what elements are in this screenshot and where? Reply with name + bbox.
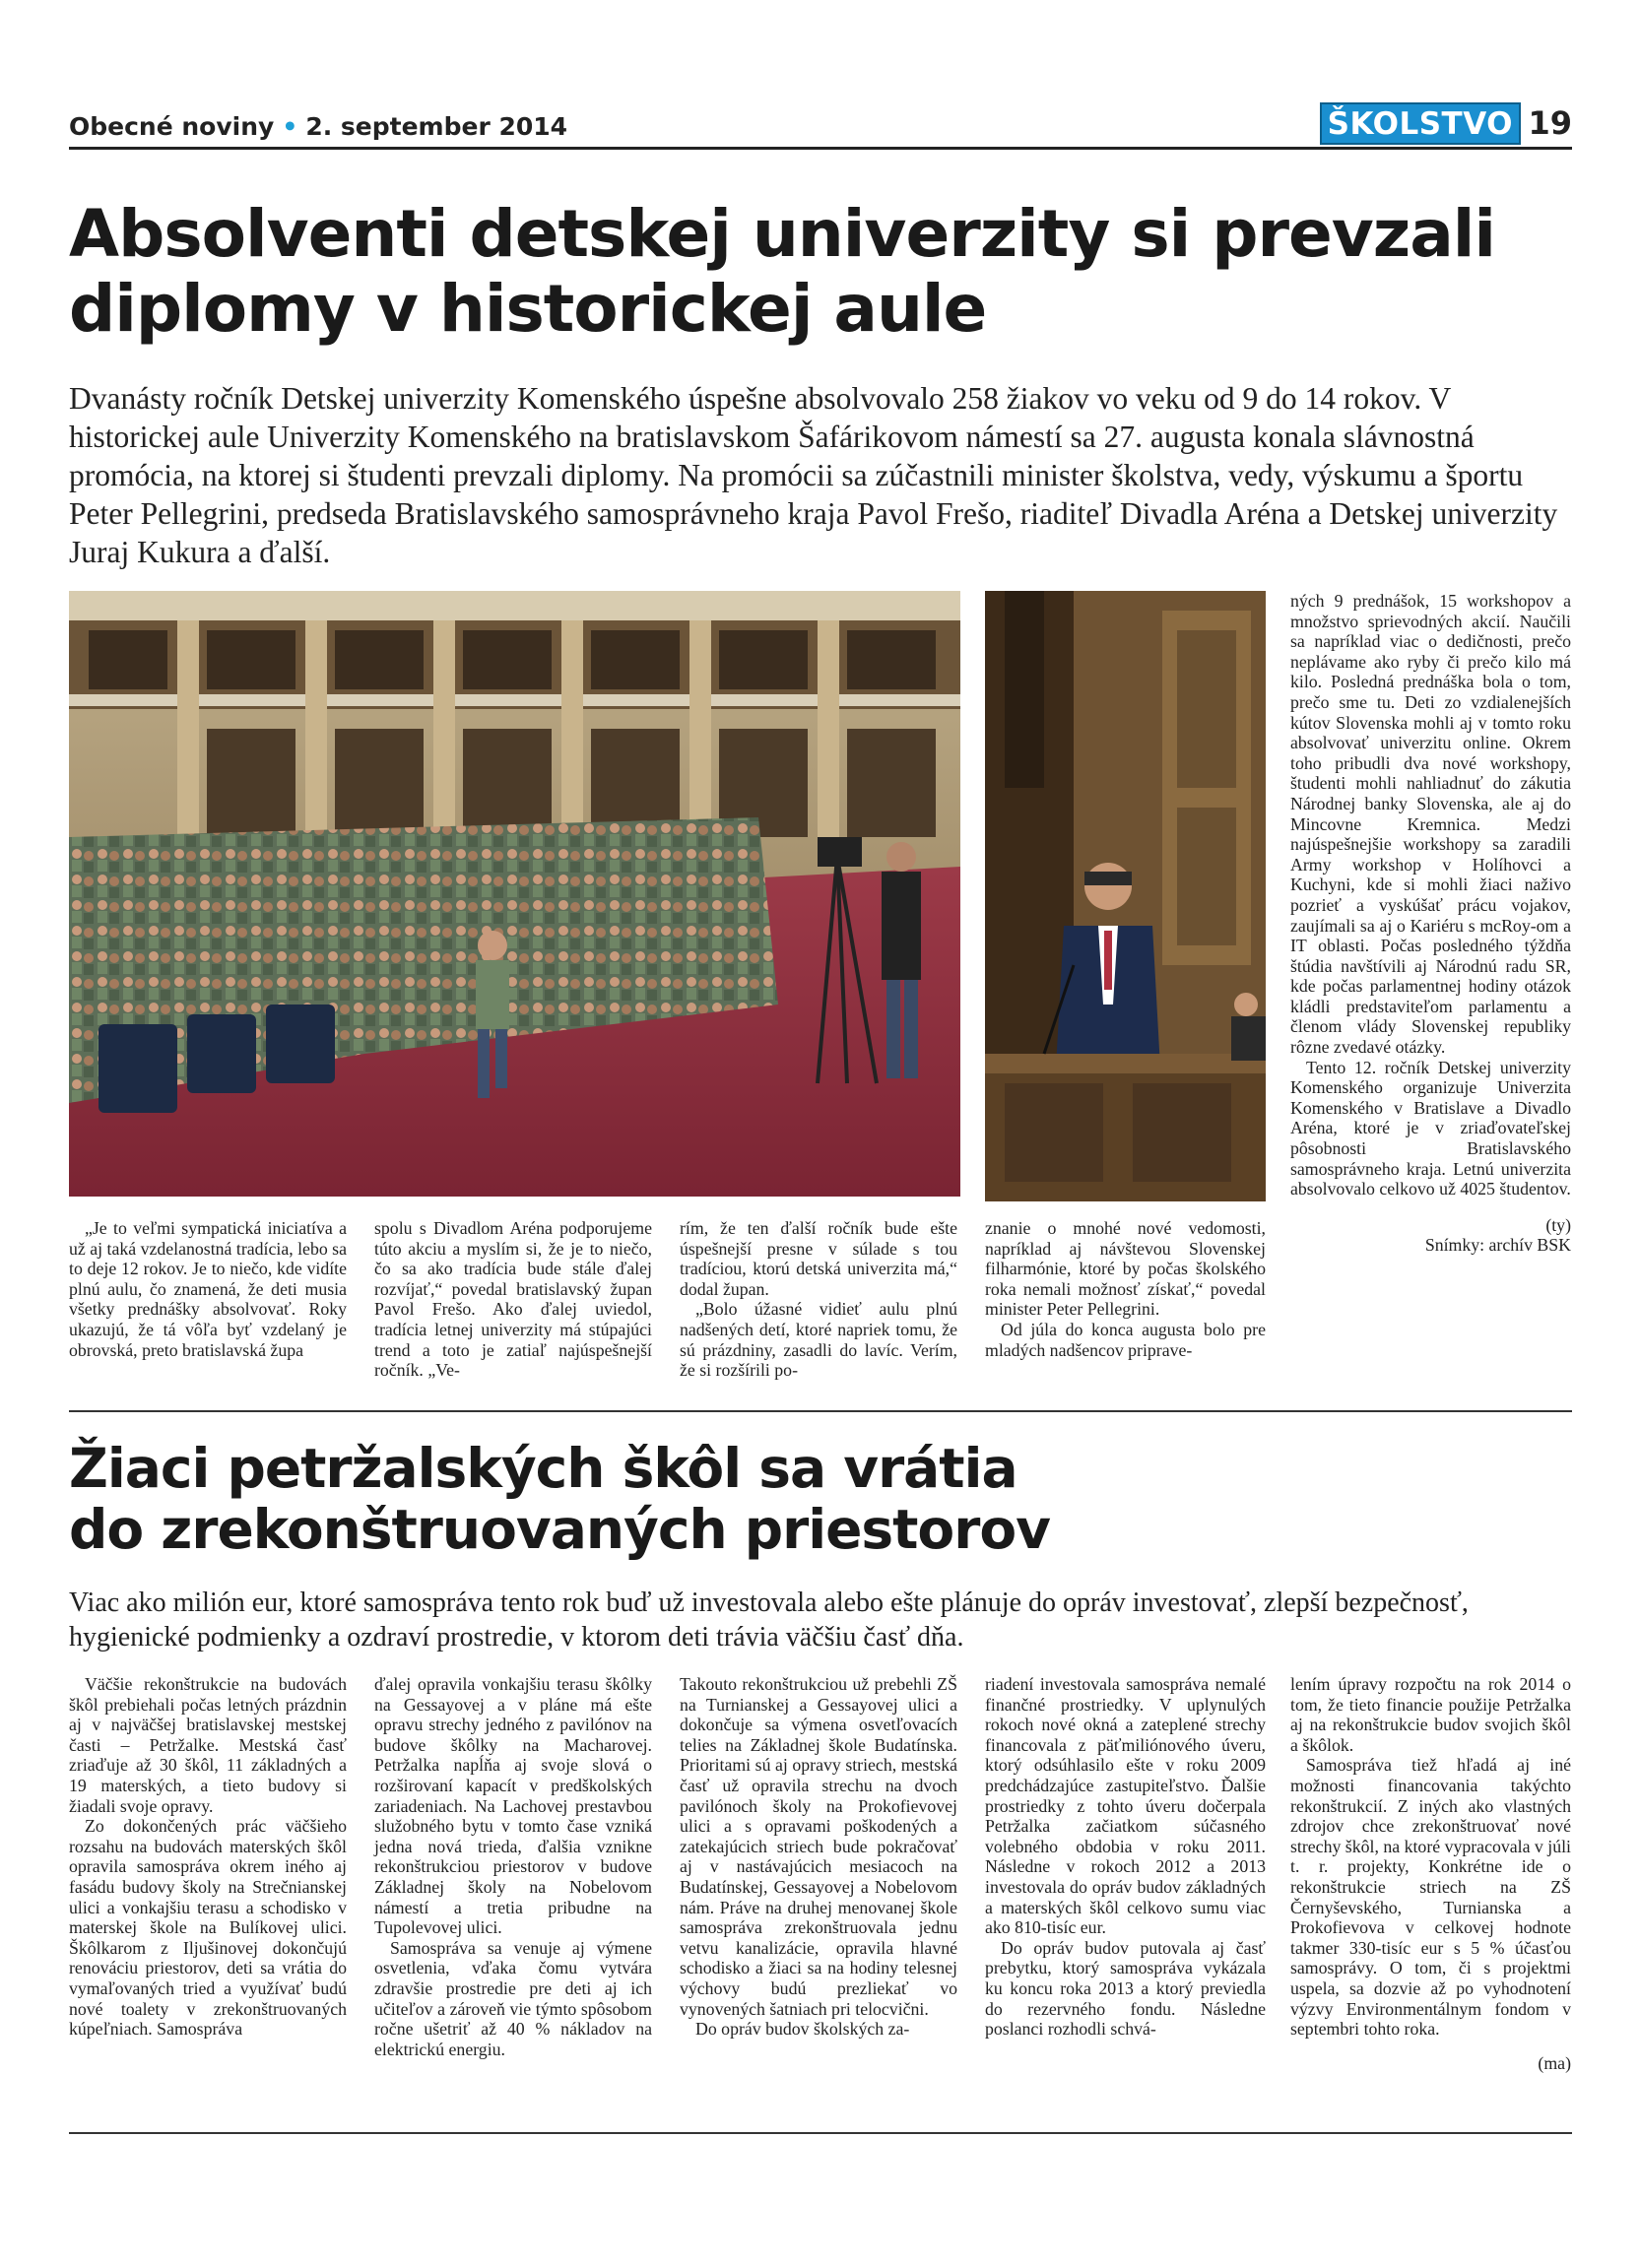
paragraph: ďalej opravila vonkajšiu terasu škôlky na Gessayovej a v pláne má ešte opravu strechy jedného z pavilónov na budove škôlky na Macharovej. Petržalka napĺňa aj svoje slová o rozširovaní kapacít v predškolských zariadeniach. Na Lachovej prestavbou služobného bytu v tomto čase vzniká jedna nová trieda, ďalšia vznikne rekonštrukciou priestorov v budove Základnej školy na Nobelovom námestí a tretia pribudne na Tupolevovej ulici. [374, 1674, 652, 1938]
section-badge: ŠKOLSTVO [1320, 102, 1521, 145]
minister-speech-photo [985, 591, 1266, 1201]
aula-students-photo [69, 591, 960, 1197]
article1-column-3 [680, 1218, 957, 1381]
paragraph: lením úpravy rozpočtu na rok 2014 o tom, že tieto financie použije Petržalka aj na rekonštrukcie budov svojich škôl a škôlok. [1290, 1674, 1571, 1755]
article2-column-5 [1290, 1674, 1571, 2073]
article1-column-4 [985, 1218, 1266, 1360]
paper-name: Obecné noviny [69, 112, 275, 141]
page-number: 19 [1528, 104, 1572, 142]
aula-photo-illustration [69, 591, 960, 1197]
separator-dot: • [282, 112, 298, 141]
paper-name-date [69, 112, 567, 141]
paragraph: ných 9 prednášok, 15 workshopov a množstvo sprievodných akcií. Naučili sa napríklad viac o dedičnosti, prečo neplávame ako ryby či prečo kilo má kilo. Posledná prednáška bola o tom, prečo sme tu. Deti zo vzdialenejších kútov Slovenska mohli aj v tomto roku absolvovať univerzitu online. Okrem toho pribudli dva nové workshopy, študenti mohli nahliadnuť do zákutia Národnej banky Slovenska, ale aj do Mincovne Kremnica. Medzi najúspešnejšie workshopy sa zaradili Army workshop v Holíhovci a Kuchyni, kde si mohli žiaci naživo pozrieť a vyskúšať prácu vojakov, zaujímali sa aj o Kariéru s mcRoy-om a IT oblasti. Počas posledného týždňa štúdia navštívili aj Národnú radu SR, kde počas parlamentnej hodiny otázok kládli predstaviteľom parlamentu a členom vlády Slovenskej republiky rôzne zvedavé otázky. [1290, 591, 1571, 1058]
author-signature: (ma) [1538, 2052, 1571, 2073]
article-divider [69, 1410, 1572, 1412]
paragraph: riadení investovala samospráva nemalé finančné prostriedky. V uplynulých rokoch nové okná a zateplené strechy financovala z päťmiliónového úveru, ktorý odsúhlasilo ešte v roku 2009 predchádzajúce zastupiteľstvo. Ďalšie prostriedky z tohto úveru dočerpala Petržalka začiatkom súčasného volebného obdobia v roku 2011. Následne v rokoch 2012 a 2013 investovala do opráv budov základných a materských škôl celkovo sumu viac ako 810-tisíc eur. [985, 1674, 1266, 1938]
article1-headline [69, 197, 1586, 347]
paragraph: Väčšie rekonštrukcie na budovách škôl prebiehali počas letných prázdnin aj v najväčšej bratislavskej mestskej časti – Petržalke. Mestská časť zriaďuje až 30 škôl, 11 základných a 19 materských, a tieto budovy si žiadali svoje opravy. [69, 1674, 347, 1816]
paragraph: Zo dokončených prác väčšieho rozsahu na budovách materských škôl opravila samospráva okrem iného aj fasádu budovy školy na Strečnianskej ulici a vonkajšiu terasu a schodisko v materskej škole na Bulíkovej ulici. Škôlkarom z Iljušinovej dokončujú renováciu priestorov, deti sa vrátia do vymaľovaných tried a využívať budú nové toalety v zrekonštruovaných kúpeľniach. Samospráva [69, 1816, 347, 2040]
paragraph: Takouto rekonštrukciou už prebehli ZŠ na Turnianskej a Gessayovej ulici a dokončuje sa výmena osvetľovacích telies na Základnej škole Budatínska. Prioritami sú aj opravy striech, mestská časť už opravila strechu na dvoch pavilónoch školy na Prokofievovej ulici a s opravami poškodených a zatekajúcich striech bude pokračovať aj v nastávajúcich mesiacoch na Budatínskej, Gessayovej a Nobelovom nám. Práve na druhej menovanej škole samospráva zrekonštruovala jednu vetvu kanalizácie, opravila hlavné schodisko a žiaci sa na hodiny telesnej výchovy budú prezliekať vo vynovených šatniach pri telocvični. [680, 1674, 957, 2019]
minister-photo-illustration [985, 591, 1266, 1201]
photo-credit: Snímky: archív BSK [1424, 1235, 1571, 1256]
headline-line: diplomy v historickej aule [69, 271, 987, 347]
article2-column-3 [680, 1674, 957, 2040]
paragraph: znanie o mnohé nové vedomosti, napríklad aj návštevou Slovenskej filharmónie, ktoré by počas školského roka nemali možnosť získať,“ povedal minister Peter Pellegrini. [985, 1218, 1266, 1320]
paragraph: Od júla do konca augusta bolo pre mladých nadšencov priprave- [985, 1319, 1266, 1360]
issue-date: 2. september 2014 [305, 112, 568, 141]
article1-column-1 [69, 1218, 347, 1360]
paragraph: spolu s Divadlom Aréna podporujeme túto akciu a myslím si, že je to niečo, čo sa ako tradícia bude stále ďalej rozvíjať,“ povedal bratislavský župan Pavol Frešo. Ako ďalej uviedol, tradícia letnej univerzity má stúpajúci trend a toto je zatiaľ najúspešnejší ročník. „Ve- [374, 1218, 652, 1381]
paragraph: Tento 12. ročník Detskej univerzity Komenského organizuje Univerzita Komenského v Bratislave a Divadlo Aréna, ktoré je v zriaďovateľskej pôsobnosti Bratislavského samosprávneho kraja. Letnú univerzita absolvovalo celkovo už 4025 študentov. [1290, 1057, 1571, 1199]
article1-lead: Dvanásty ročník Detskej univerzity Komenského úspešne absolvovalo 258 žiakov vo veku od 9 do 14 rokov. V historickej aule Univerzity Komenského na bratislavskom Šafárikovom námestí sa 27. augusta konala slávnostná promócia, na ktorej si študenti prevzali diplomy. Na promócii sa zúčastnili minister školstva, vedy, výskumu a športu Peter Pellegrini, predseda Bratislavského samosprávneho kraja Pavol Frešo, riaditeľ Divadla Aréna a Detskej univerzity Juraj Kukura a ďalší. [69, 381, 1558, 569]
page-header [69, 98, 1572, 150]
paragraph: Do opráv budov putovala aj časť prebytku, ktorý samospráva vykázala ku koncu roka 2013 a ktorý previedla do rezervného fondu. Následne poslanci rozhodli schvá- [985, 1937, 1266, 2040]
article2-column-4 [985, 1674, 1266, 2040]
article2-headline [69, 1438, 1586, 1560]
paragraph: „Je to veľmi sympatická iniciatíva a už aj taká vzdelanostná tradícia, lebo sa to deje 12 rokov. Je to niečo, kde vidíte plnú aulu, čo znamená, že deti musia všetky prednášky absolvovať. Roky ukazujú, že tá vôľa byť vzdelaný je obrovská, preto bratislavská župa [69, 1218, 347, 1360]
paragraph: „Bolo úžasné vidieť aulu plnú nadšených detí, ktoré napriek tomu, že sú prázdniny, zasadli do lavíc. Verím, že si rozšírili po- [680, 1299, 957, 1381]
headline-line: Žiaci petržalských škôl sa vrátia [69, 1437, 1017, 1500]
paragraph: Samospráva sa venuje aj výmene osvetlenia, vďaka čomu vytvára zdravšie prostredie pre deti aj ich učiteľov a zároveň vie týmto spôsobom ročne ušetriť až 40 % nákladov na elektrickú energiu. [374, 1937, 652, 2059]
paragraph: Samospráva tiež hľadá aj iné možnosti financovania takýchto rekonštrukcií. Z iných ako vlastných zdrojov chce zrekonštruovať nové strechy škôl, na ktoré vypracovala v júli t. r. projekty, Konkrétne ide o rekonštrukcie striech na ZŠ Černyševského, Turnianska a Prokofievova v celkovej hodnote takmer 330-tisíc eur s 5 % účasťou samosprávy. O tom, či s projektmi uspela, sa dozvie až po vyhodnotení výzvy Environmentálnym fondom v septembri tohto roka. [1290, 1755, 1571, 2040]
bottom-rule [69, 2132, 1572, 2134]
article2-lead: Viac ako milión eur, ktoré samospráva tento rok buď už investovala alebo ešte plánuje do opráv investovať, zlepší bezpečnosť, hygienické podmienky a ozdraví prostredie, v ktorom deti trávia väčšiu časť dňa. [69, 1588, 1469, 1652]
paragraph: rím, že ten ďalší ročník bude ešte úspešnejší presne v súlade s tou tradíciou, ktorú detská univerzita má,“ dodal župan. [680, 1218, 957, 1299]
headline-line: Absolventi detskej univerzity si prevzali [69, 196, 1495, 272]
paragraph: Do opráv budov školských za- [695, 2019, 910, 2040]
article2-column-1 [69, 1674, 347, 2040]
headline-line: do zrekonštruovaných priestorov [69, 1498, 1050, 1561]
article2-column-2 [374, 1674, 652, 2059]
author-signature: (ty) [1545, 1214, 1571, 1235]
article1-column-2 [374, 1218, 652, 1381]
article1-column-5 [1290, 591, 1571, 1256]
